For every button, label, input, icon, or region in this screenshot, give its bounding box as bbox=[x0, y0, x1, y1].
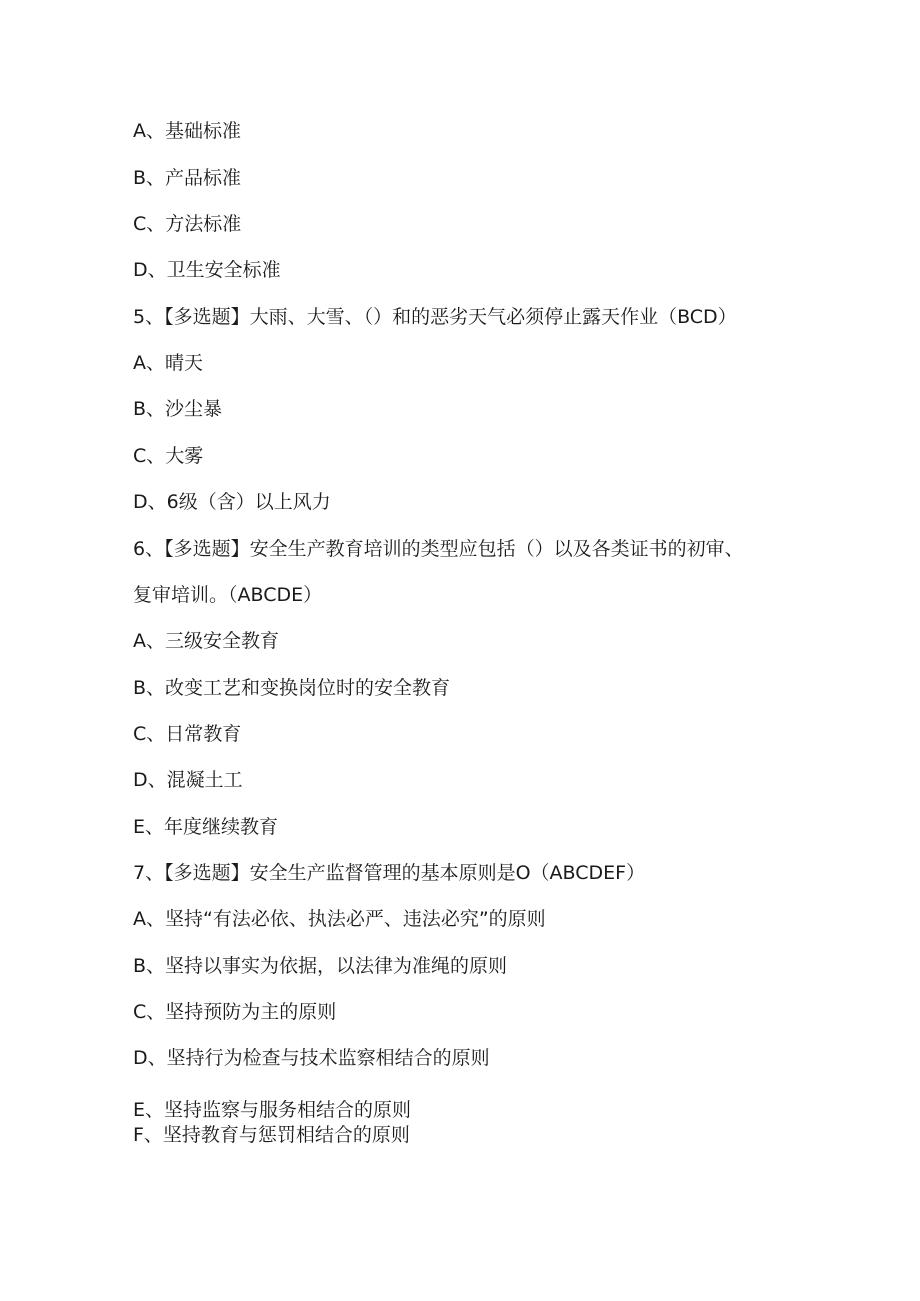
q5-option-c: C、大雾 bbox=[133, 445, 204, 467]
q6-option-b: B、改变工艺和变换岗位时的安全教育 bbox=[133, 677, 451, 699]
q7-option-b: B、坚持以事实为依据，以法律为准绳的原则 bbox=[133, 955, 508, 977]
q5-question: 5、【多选题】大雨、大雪、（）和的恶劣天气必须停止露天作业（BCD） bbox=[133, 306, 737, 328]
q6-question: 6、【多选题】安全生产教育培训的类型应包括（）以及各类证书的初审、 bbox=[133, 538, 744, 560]
q4-option-c: C、方法标准 bbox=[133, 213, 242, 235]
q7-option-d: D、坚持行为检查与技术监察相结合的原则 bbox=[133, 1047, 490, 1069]
q4-option-a: A、基础标准 bbox=[133, 120, 241, 142]
q7-option-c: C、坚持预防为主的原则 bbox=[133, 1001, 337, 1023]
q6-option-a: A、三级安全教育 bbox=[133, 630, 279, 652]
q7-option-a: A、坚持“有法必依、执法必严、违法必究”的原则 bbox=[133, 908, 546, 930]
q5-option-b: B、沙尘暴 bbox=[133, 398, 223, 420]
q6-question-continued: 复审培训。（ABCDE） bbox=[133, 584, 323, 606]
q7-option-e: E、坚持监察与服务相结合的原则 bbox=[133, 1099, 412, 1121]
q7-option-f: F、坚持教育与惩罚相结合的原则 bbox=[133, 1124, 410, 1146]
q4-option-b: B、产品标准 bbox=[133, 167, 242, 189]
q7-question: 7、【多选题】安全生产监督管理的基本原则是O（ABCDEF） bbox=[133, 862, 646, 884]
q6-option-d: D、混凝土工 bbox=[133, 769, 243, 791]
q5-option-a: A、晴天 bbox=[133, 352, 203, 374]
q6-option-e: E、年度继续教育 bbox=[133, 816, 279, 838]
q6-option-c: C、日常教育 bbox=[133, 723, 242, 745]
q4-option-d: D、卫生安全标准 bbox=[133, 259, 281, 281]
q5-option-d: D、6级（含）以上风力 bbox=[133, 491, 331, 513]
